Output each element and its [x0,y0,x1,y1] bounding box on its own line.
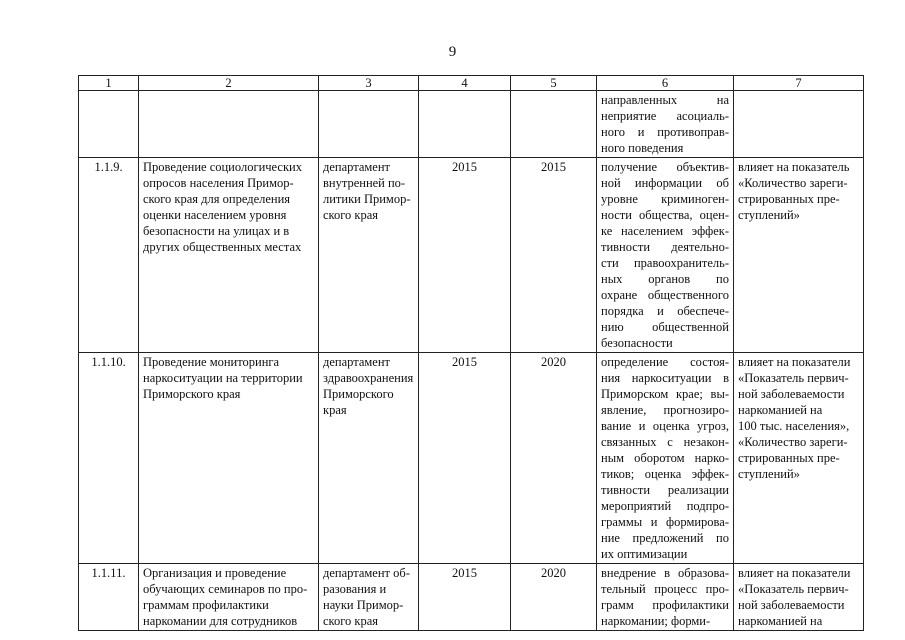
cell-text-line: нию общественной [601,320,729,334]
cell-text-line: 100 тыс. населения», [738,419,850,433]
cell-text-line: уровне криминоген- [601,192,729,206]
header-cell-6: 6 [597,76,734,91]
item-number-cell: 1.1.10. [79,353,139,564]
page-number: 9 [448,44,457,60]
start-year-cell [419,91,511,158]
cell-text-line: направленных на [601,93,729,107]
cell-text-line: безопасности на улицах и в [143,224,290,238]
executor-cell [319,158,419,353]
cell-text-line: ной информации об [601,176,729,190]
item-number-cell [79,91,139,158]
cell-text-line: литики Примор- [323,192,411,206]
item-number-cell: 1.1.9. [79,158,139,353]
cell-text-line: ского края [323,208,379,222]
executor-cell [319,91,419,158]
cell-text-line: охране общественного [601,288,729,302]
cell-text-line: ке населением эффек- [601,224,729,238]
cell-text-line: влияет на показатели [738,355,851,369]
cell-text-line: департамент об- [323,566,410,580]
end-year-cell [511,91,597,158]
cell-text-line: наркомании для сотрудников [143,614,298,628]
activity-name-cell [139,158,319,353]
cell-text-line: «Количество зареги- [738,435,848,449]
cell-text-line: департамент [323,355,391,369]
cell-text-line: департамент [323,160,391,174]
cell-text-line: науки Примор- [323,598,404,612]
indicator-link-cell [734,158,864,353]
table-row [79,158,864,353]
cell-text-line: «Показатель первич- [738,582,849,596]
cell-text-line: оценки населением уровня [143,208,287,222]
cell-text-line: края [323,403,347,417]
expected-result-cell [597,91,734,158]
executor-cell [319,564,419,631]
cell-text-line: ных органов по [601,272,729,286]
header-cell-1: 1 [79,76,139,91]
header-cell-7: 7 [734,76,864,91]
cell-text-line: ского края [323,614,379,628]
expected-result-cell [597,564,734,631]
header-cell-4: 4 [419,76,511,91]
table-row [79,353,864,564]
cell-text-line: стрированных пре- [738,192,840,206]
table-body [79,76,864,631]
cell-text-line: ступлений» [738,467,800,481]
cell-text-line: ступлений» [738,208,800,222]
activity-name-cell [139,91,319,158]
cell-text-line: граммы и формирова- [601,515,729,529]
table-row [79,91,864,158]
cell-text-line: внедрение в образова- [601,566,729,580]
cell-text-line: связанных с незакон- [601,435,729,449]
cell-text-line: стрированных пре- [738,451,840,465]
cell-text-line: Проведение мониторинга [143,355,280,369]
cell-text-line: наркоманией на [738,614,823,628]
plan-table [78,75,864,631]
cell-text-line: других общественных местах [143,240,302,254]
cell-text-line: неприятие асоциаль- [601,109,729,123]
end-year-cell: 2020 [511,353,597,564]
end-year-cell: 2015 [511,158,597,353]
cell-text-line: определение состоя- [601,355,729,369]
indicator-link-cell [734,91,864,158]
header-cell-3: 3 [319,76,419,91]
executor-cell [319,353,419,564]
cell-text-line: Приморском крае; вы- [601,387,729,401]
cell-text-line: получение объектив- [601,160,729,174]
table-header-row [79,76,864,91]
cell-text-line: влияет на показатели [738,566,851,580]
cell-text-line: тельный процесс про- [601,582,729,596]
cell-text-line: Проведение социологических [143,160,302,174]
cell-text-line: сти правоохранитель- [601,256,729,270]
indicator-link-cell [734,564,864,631]
start-year-cell: 2015 [419,564,511,631]
cell-text-line: «Показатель первич- [738,371,849,385]
cell-text-line: явление, прогнозиро- [601,403,729,417]
cell-text-line: разования и [323,582,387,596]
cell-text-line: мероприятий подпро- [601,499,729,513]
cell-text-line: наркоманией на [738,403,823,417]
cell-text-line: вание и оценка угроз, [601,419,729,433]
item-number-cell: 1.1.11. [79,564,139,631]
cell-text-line: ной заболеваемости [738,598,845,612]
cell-text-line: ным оборотом нарко- [601,451,729,465]
expected-result-cell [597,158,734,353]
activity-name-cell [139,353,319,564]
cell-text-line: ского края для определения [143,192,291,206]
cell-text-line: ние предложений по [601,531,729,545]
indicator-link-cell [734,353,864,564]
cell-text-line: безопасности [601,336,673,350]
cell-text-line: граммам профилактики [143,598,269,612]
start-year-cell: 2015 [419,353,511,564]
expected-result-cell [597,353,734,564]
cell-text-line: их оптимизации [601,547,688,561]
cell-text-line: тивности реализации [601,483,729,497]
cell-text-line: опросов населения Примор- [143,176,294,190]
cell-text-line: ного и противоправ- [601,125,729,139]
cell-text-line: здравоохранения [323,371,414,385]
cell-text-line: Приморского [323,387,394,401]
activity-name-cell [139,564,319,631]
header-cell-2: 2 [139,76,319,91]
cell-text-line: влияет на показатель [738,160,850,174]
cell-text-line: обучающих семинаров по про- [143,582,308,596]
cell-text-line: тивности деятельно- [601,240,729,254]
end-year-cell: 2020 [511,564,597,631]
cell-text-line: ного поведения [601,141,684,155]
cell-text-line: Организация и проведение [143,566,287,580]
cell-text-line: порядка и обеспече- [601,304,729,318]
cell-text-line: наркоситуации на территории [143,371,303,385]
cell-text-line: грамм профилактики [601,598,729,612]
cell-text-line: внутренней по- [323,176,406,190]
cell-text-line: Приморского края [143,387,241,401]
table-row [79,564,864,631]
cell-text-line: «Количество зареги- [738,176,848,190]
cell-text-line: ния наркоситуации в [601,371,729,385]
cell-text-line: ности общества, оцен- [601,208,729,222]
cell-text-line: тиков; оценка эффек- [601,467,729,481]
cell-text-line: ной заболеваемости [738,387,845,401]
header-cell-5: 5 [511,76,597,91]
cell-text-line: наркомании; форми- [601,614,711,628]
start-year-cell: 2015 [419,158,511,353]
